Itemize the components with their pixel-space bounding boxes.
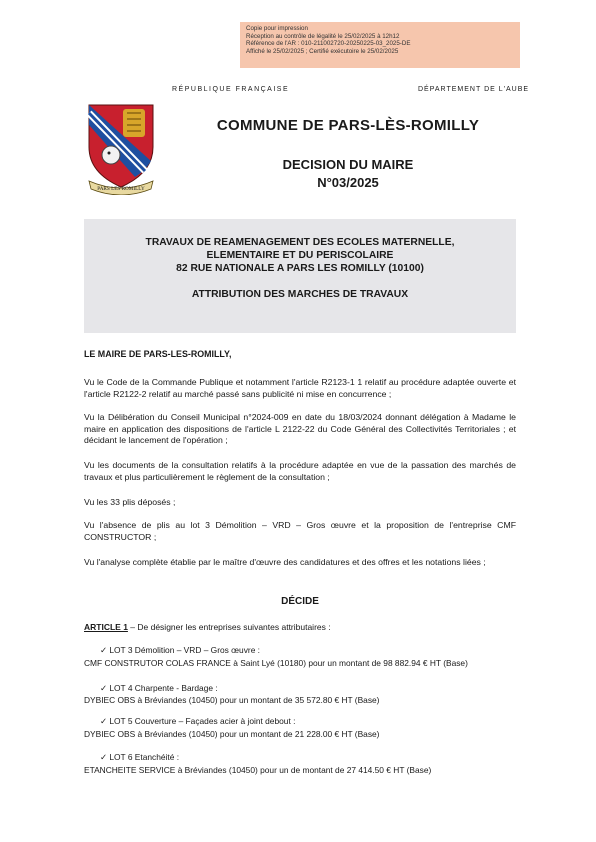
lot-6-detail: ETANCHEITE SERVICE à Bréviandes (10450) pour un de montant de 27 414.50 € HT (Base) (84, 765, 432, 775)
check-icon: ✓ (100, 716, 110, 726)
decision-number: N°03/2025 (317, 175, 379, 190)
article-1 (84, 622, 331, 632)
stamp-line: Réception au contrôle de légalité le 25/02/2025 à 12h12 (246, 32, 400, 40)
attribution-title: ATTRIBUTION DES MARCHES DE TRAVAUX (191, 289, 409, 300)
departement-label: DÉPARTEMENT DE L'AUBE (418, 86, 530, 93)
crest-ribbon-text: PARS LES ROMILLY (97, 186, 145, 192)
lot-4-detail: DYBIEC OBS à Bréviandes (10450) pour un montant de 35 572.80 € HT (Base) (84, 695, 380, 705)
decision-heading (180, 156, 516, 192)
lot-3-label: ✓ LOT 3 Démolition – VRD – Gros œuvre : (100, 645, 261, 655)
check-icon: ✓ (100, 683, 110, 693)
subject-line: TRAVAUX DE REAMENAGEMENT DES ECOLES MATERNELLE, (145, 237, 455, 248)
article-label: ARTICLE 1 (84, 622, 128, 632)
paragraph-vu: Vu le Code de la Commande Publique et notamment l'article R2123-1 1 relatif au procédure adaptée ouverte et l'article R2122-2 relatif au marché passé sans publicité ni mise en concurrence ; (84, 377, 516, 399)
maire-heading: LE MAIRE DE PARS-LES-ROMILLY, (84, 349, 232, 359)
paragraph-vu: Vu les documents de la consultation relatifs à la procédure adaptée en vue de la passation des marchés de travaux et plus particulièrement le règlement de la consultation ; (84, 460, 516, 482)
decision-title: DECISION DU MAIRE (282, 157, 414, 172)
subject-line: ELEMENTAIRE ET DU PERISCOLAIRE (206, 250, 394, 261)
check-icon: ✓ (100, 752, 110, 762)
lot-5-detail: DYBIEC OBS à Bréviandes (10450) pour un montant de 21 228.00 € HT (Base) (84, 729, 380, 739)
paragraph-vu: Vu les 33 plis déposés ; (84, 497, 176, 507)
legality-stamp (240, 22, 520, 68)
decide-heading: DÉCIDE (281, 596, 319, 607)
subject-line: 82 RUE NATIONALE A PARS LES ROMILLY (10100) (176, 263, 424, 274)
paragraph-vu: Vu l'analyse complète établie par le maître d'œuvre des candidatures et des offres et les notations liées ; (84, 557, 486, 567)
stamp-line: Copie pour impression (246, 25, 308, 32)
coat-of-arms-icon (85, 99, 157, 195)
commune-title: COMMUNE DE PARS-LÈS-ROMILLY (216, 117, 480, 134)
lot-5-label: ✓ LOT 5 Couverture – Façades acier à joint debout : (100, 716, 296, 726)
paragraph-vu: Vu la Délibération du Conseil Municipal n°2024-009 en date du 18/03/2024 donnant délégation à Madame le maire en application des dispositions de l'article L 2122-22 du Code Général des Collectivités Territoriales ; et décidant le lancement de l'opération ; (84, 412, 516, 445)
subject-box (84, 219, 516, 333)
lot-3-detail: CMF CONSTRUTOR COLAS FRANCE à Saint Lyé (10180) pour un montant de 98 882.94 € HT (Base) (84, 658, 468, 668)
lot-6-label: ✓ LOT 6 Etanchéité : (100, 752, 180, 762)
stamp-line: Référence de l'AR : 010-211002720-20250225-03_2025-DE (246, 40, 411, 48)
paragraph-vu: Vu l'absence de plis au lot 3 Démolition – VRD – Gros œuvre et la proposition de l'entreprise CMF CONSTRUCTOR ; (84, 520, 516, 542)
stamp-line: Affiché le 25/02/2025 ; Certifié exécutoire le 25/02/2025 (246, 47, 399, 55)
article-text: – De désigner les entreprises suivantes attributaires : (127, 622, 331, 632)
republique-label: RÉPUBLIQUE FRANÇAISE (172, 86, 290, 93)
lot-4-label: ✓ LOT 4 Charpente - Bardage : (100, 683, 218, 693)
check-icon: ✓ (100, 645, 110, 655)
